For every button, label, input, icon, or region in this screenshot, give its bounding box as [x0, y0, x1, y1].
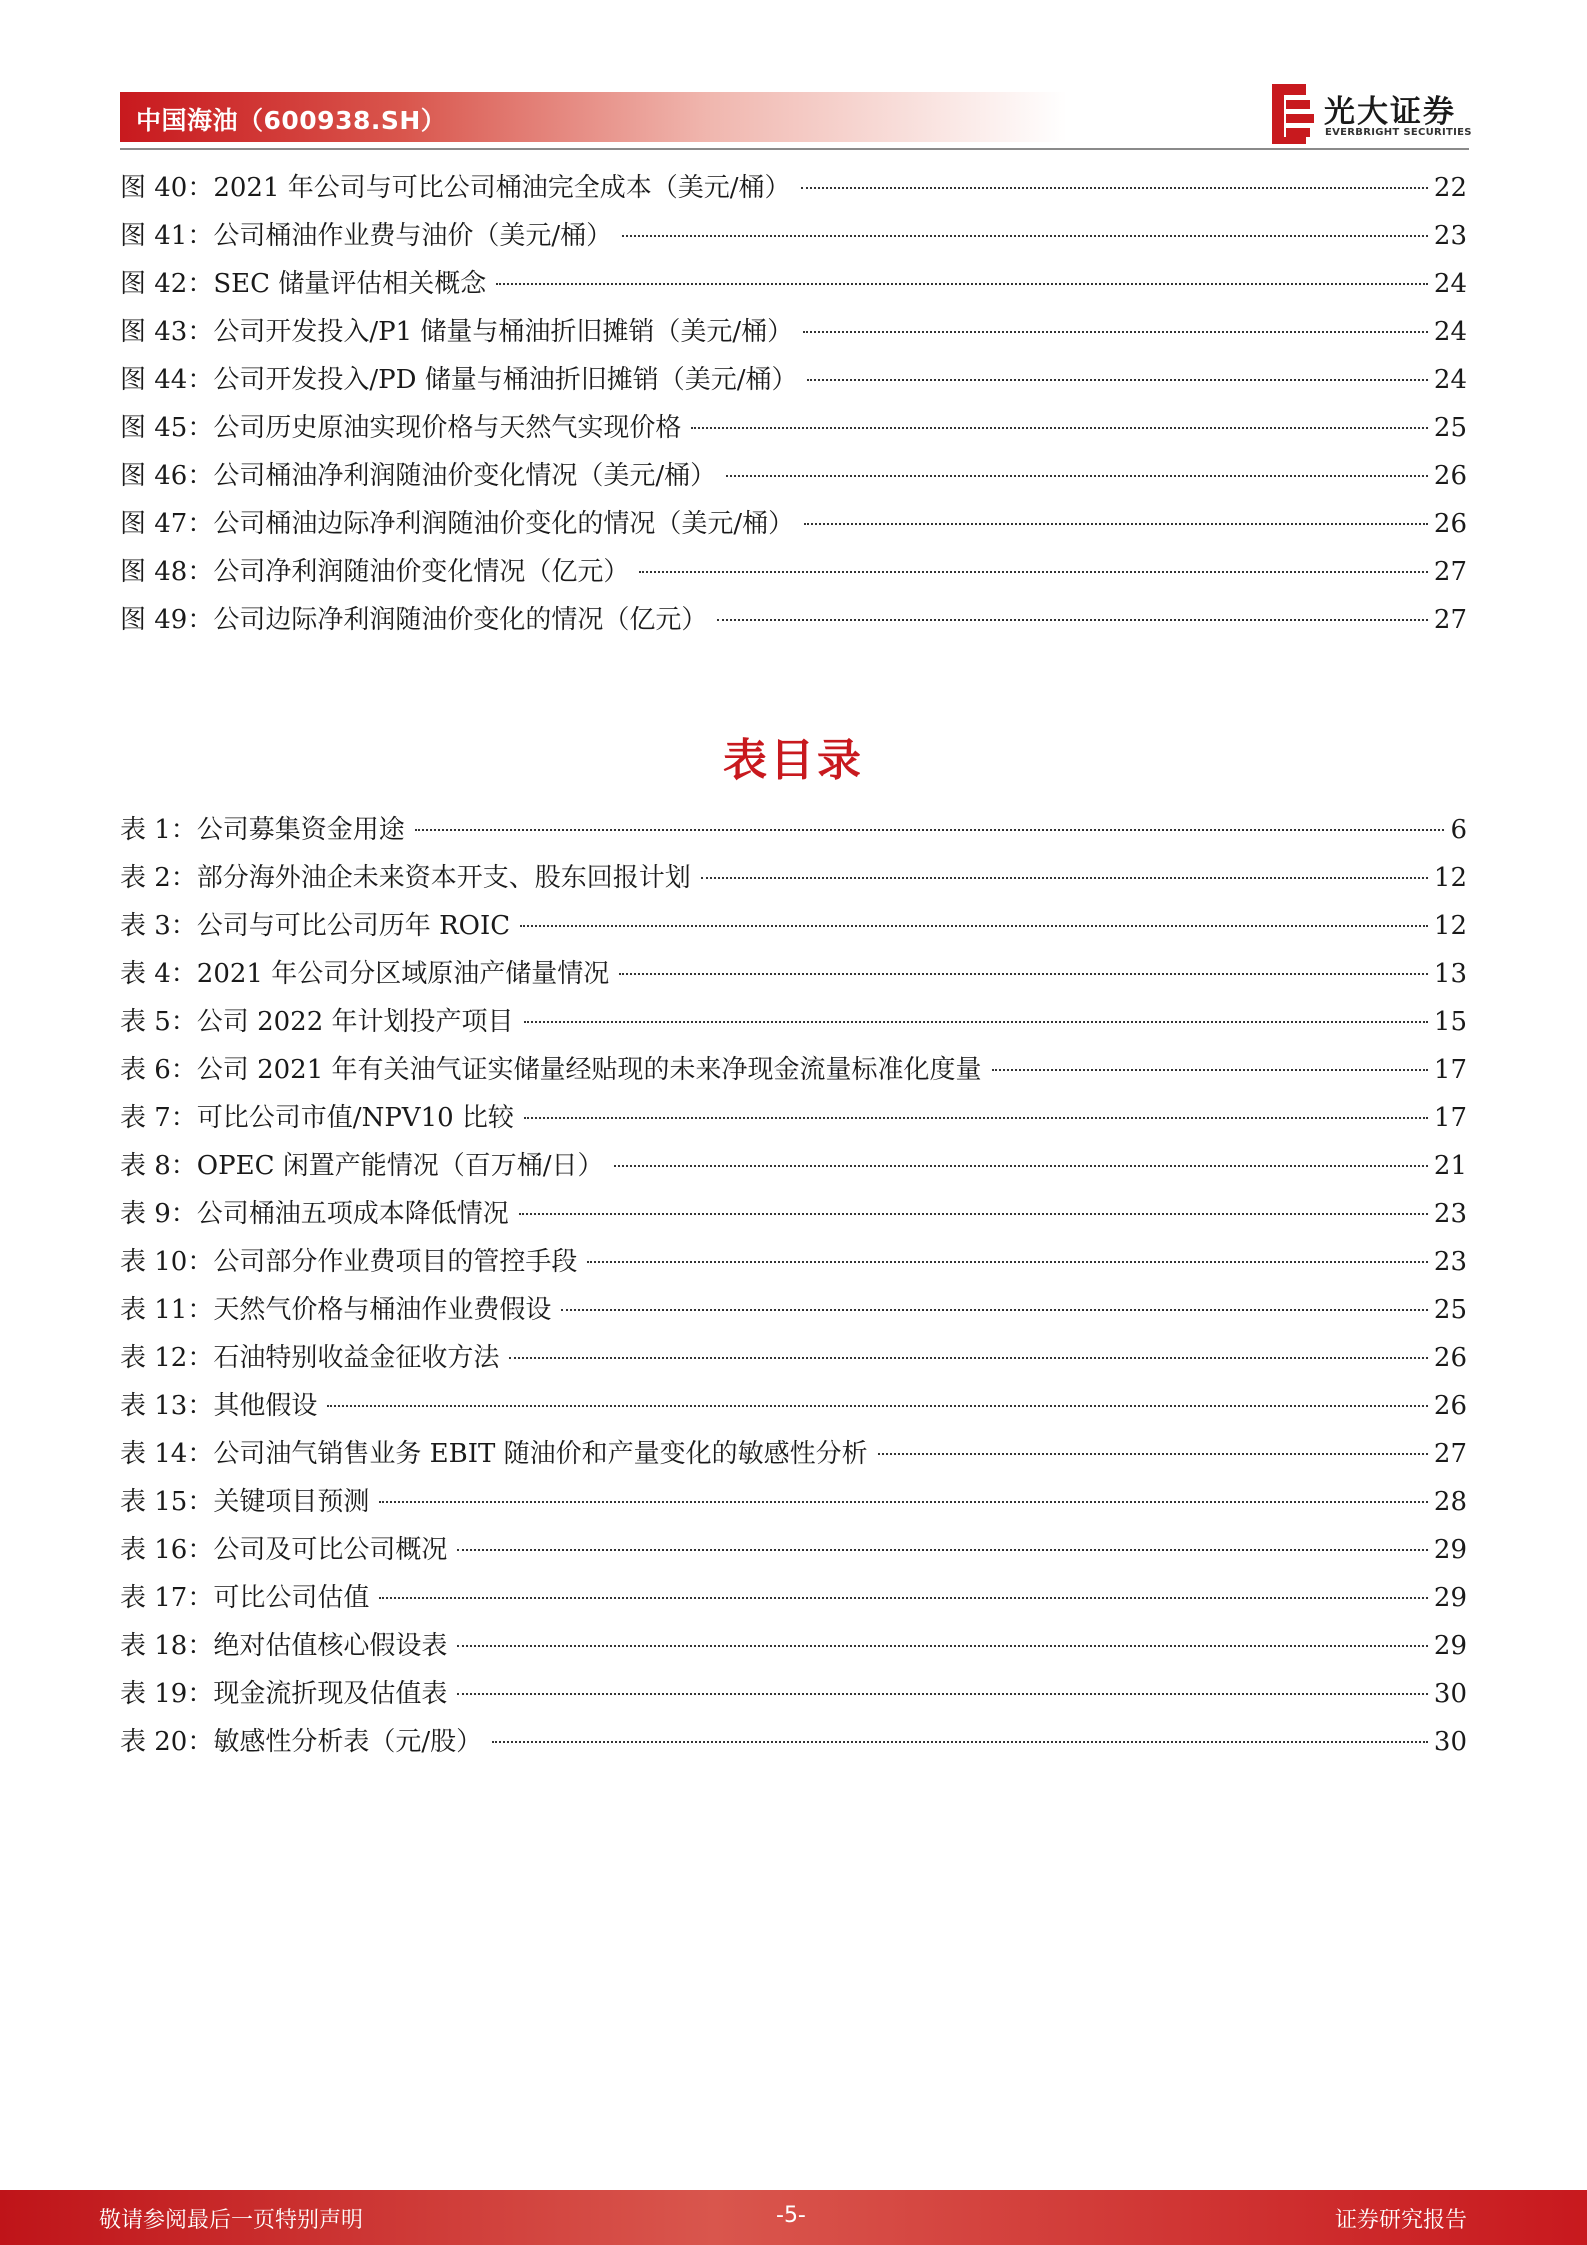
table-entry-label: 表 6：公司 2021 年有关油气证实储量经贴现的未来净现金流量标准化度量	[120, 1055, 982, 1085]
dot-leader	[379, 1501, 1428, 1503]
table-entry-label: 表 3：公司与可比公司历年 ROIC	[120, 911, 511, 941]
figure-entry-page: 25	[1433, 413, 1467, 443]
table-entry[interactable]	[120, 1670, 1467, 1718]
figure-entry-page: 27	[1433, 557, 1467, 587]
table-entry-page: 25	[1433, 1295, 1467, 1325]
table-entry-page: 6	[1450, 815, 1467, 845]
table-entry-label: 表 5：公司 2022 年计划投产项目	[120, 1007, 514, 1037]
figure-entry-page: 24	[1433, 269, 1467, 299]
figure-entry-label: 图 47：公司桶油边际净利润随油价变化的情况（美元/桶）	[120, 509, 795, 539]
table-entry-page: 29	[1433, 1631, 1467, 1661]
table-entry-label: 表 20：敏感性分析表（元/股）	[120, 1727, 483, 1757]
table-entry-page: 29	[1433, 1583, 1467, 1613]
table-entry-label: 表 12：石油特别收益金征收方法	[120, 1343, 500, 1373]
page-number: -5-	[776, 2203, 806, 2228]
table-entry-page: 27	[1433, 1439, 1467, 1469]
dot-leader	[524, 1021, 1428, 1023]
figure-entry-page: 26	[1433, 509, 1467, 539]
table-entry-label: 表 18：绝对估值核心假设表	[120, 1631, 448, 1661]
table-entry-label: 表 13：其他假设	[120, 1391, 318, 1421]
figure-entry[interactable]	[120, 212, 1467, 260]
dot-leader	[524, 1117, 1428, 1119]
table-entry[interactable]	[120, 1142, 1467, 1190]
table-entry-label: 表 4：2021 年公司分区域原油产储量情况	[120, 959, 610, 989]
table-entry-page: 17	[1433, 1055, 1467, 1085]
header-divider	[120, 148, 1469, 150]
table-entry-label: 表 2：部分海外油企未来资本开支、股东回报计划	[120, 863, 691, 893]
dot-leader	[801, 187, 1428, 189]
figure-entry-label: 图 45：公司历史原油实现价格与天然气实现价格	[120, 413, 682, 443]
brand-name-en: EVERBRIGHT SECURITIES	[1325, 127, 1472, 138]
figure-entry-label: 图 48：公司净利润随油价变化情况（亿元）	[120, 557, 630, 587]
table-entry-label: 表 10：公司部分作业费项目的管控手段	[120, 1247, 578, 1277]
table-entry[interactable]	[120, 1718, 1467, 1766]
table-entry-page: 12	[1433, 911, 1467, 941]
figure-entry-label: 图 41：公司桶油作业费与油价（美元/桶）	[120, 221, 613, 251]
dot-leader	[457, 1693, 1428, 1695]
figure-entry-label: 图 46：公司桶油净利润随油价变化情况（美元/桶）	[120, 461, 717, 491]
dot-leader	[878, 1453, 1428, 1455]
dot-leader	[992, 1069, 1428, 1071]
table-entry-page: 21	[1433, 1151, 1467, 1181]
figure-entry-page: 27	[1433, 605, 1467, 635]
table-entry-label: 表 14：公司油气销售业务 EBIT 随油价和产量变化的敏感性分析	[120, 1439, 868, 1469]
dot-leader	[619, 973, 1428, 975]
brand-logo	[1272, 84, 1472, 144]
footer-band	[0, 2190, 1587, 2245]
figure-entry-label: 图 44：公司开发投入/PD 储量与桶油折旧摊销（美元/桶）	[120, 365, 798, 395]
table-entry[interactable]	[120, 806, 1467, 854]
table-entry[interactable]	[120, 854, 1467, 902]
dot-leader	[492, 1741, 1428, 1743]
dot-leader	[519, 1213, 1428, 1215]
figure-entry-page: 23	[1433, 221, 1467, 251]
figure-entry-page: 24	[1433, 365, 1467, 395]
table-entry-page: 29	[1433, 1535, 1467, 1565]
figure-entry[interactable]	[120, 596, 1467, 644]
figure-entry-page: 22	[1433, 173, 1467, 203]
table-entry-page: 23	[1433, 1199, 1467, 1229]
figure-entry[interactable]	[120, 164, 1467, 212]
dot-leader	[457, 1549, 1428, 1551]
table-entry-label: 表 15：关键项目预测	[120, 1487, 370, 1517]
dot-leader	[804, 523, 1428, 525]
table-entry[interactable]	[120, 1526, 1467, 1574]
figure-entry-label: 图 42：SEC 储量评估相关概念	[120, 269, 487, 299]
table-entry-label: 表 11：天然气价格与桶油作业费假设	[120, 1295, 552, 1325]
dot-leader	[639, 571, 1428, 573]
disclaimer-note: 敬请参阅最后一页特别声明	[99, 2208, 364, 2233]
table-entry-page: 30	[1433, 1727, 1467, 1757]
table-entry[interactable]	[120, 1478, 1467, 1526]
dot-leader	[726, 475, 1428, 477]
table-entry[interactable]	[120, 1286, 1467, 1334]
table-entry-label: 表 7：可比公司市值/NPV10 比较	[120, 1103, 514, 1133]
table-entry[interactable]	[120, 1430, 1467, 1478]
table-entry[interactable]	[120, 1334, 1467, 1382]
dot-leader	[457, 1645, 1428, 1647]
figure-entry[interactable]	[120, 548, 1467, 596]
table-entry-page: 28	[1433, 1487, 1467, 1517]
figure-entry-label: 图 40：2021 年公司与可比公司桶油完全成本（美元/桶）	[120, 173, 791, 203]
table-entry-page: 26	[1433, 1343, 1467, 1373]
everbright-logo-icon	[1272, 84, 1314, 144]
figure-list	[120, 164, 1467, 644]
dot-leader	[379, 1597, 1428, 1599]
figure-entry[interactable]	[120, 308, 1467, 356]
table-entry-page: 26	[1433, 1391, 1467, 1421]
dot-leader	[520, 925, 1428, 927]
dot-leader	[415, 829, 1445, 831]
table-entry-page: 12	[1433, 863, 1467, 893]
table-entry[interactable]	[120, 1046, 1467, 1094]
dot-leader	[807, 379, 1427, 381]
figure-entry[interactable]	[120, 404, 1467, 452]
table-entry-label: 表 9：公司桶油五项成本降低情况	[120, 1199, 509, 1229]
table-entry-page: 30	[1433, 1679, 1467, 1709]
table-entry-page: 17	[1433, 1103, 1467, 1133]
figure-entry[interactable]	[120, 452, 1467, 500]
table-entry-label: 表 8：OPEC 闲置产能情况（百万桶/日）	[120, 1151, 604, 1181]
dot-leader	[509, 1357, 1428, 1359]
report-title: 中国海油（600938.SH）	[136, 106, 447, 135]
dot-leader	[561, 1309, 1428, 1311]
header-band	[120, 92, 1067, 142]
table-entry[interactable]	[120, 902, 1467, 950]
dot-leader	[803, 331, 1428, 333]
dot-leader	[327, 1405, 1428, 1407]
table-list	[120, 806, 1467, 1766]
table-entry[interactable]	[120, 950, 1467, 998]
dot-leader	[717, 619, 1428, 621]
table-entry-label: 表 1：公司募集资金用途	[120, 815, 405, 845]
table-entry-label: 表 16：公司及可比公司概况	[120, 1535, 448, 1565]
figure-entry[interactable]	[120, 356, 1467, 404]
figure-entry-label: 图 49：公司边际净利润随油价变化的情况（亿元）	[120, 605, 708, 635]
table-entry[interactable]	[120, 1238, 1467, 1286]
dot-leader	[701, 877, 1428, 879]
dot-leader	[587, 1261, 1428, 1263]
dot-leader	[622, 235, 1428, 237]
table-entry[interactable]	[120, 1190, 1467, 1238]
dot-leader	[691, 427, 1428, 429]
dot-leader	[614, 1165, 1428, 1167]
table-entry[interactable]	[120, 1574, 1467, 1622]
figure-entry-page: 26	[1433, 461, 1467, 491]
table-entry[interactable]	[120, 998, 1467, 1046]
table-entry-label: 表 17：可比公司估值	[120, 1583, 370, 1613]
brand-name-cn: 光大证券	[1324, 94, 1456, 130]
figure-entry[interactable]	[120, 260, 1467, 308]
table-entry-page: 23	[1433, 1247, 1467, 1277]
table-entry-page: 15	[1433, 1007, 1467, 1037]
tables-section-title: 表目录	[723, 735, 864, 786]
report-type: 证券研究报告	[1335, 2208, 1468, 2233]
dot-leader	[496, 283, 1428, 285]
figure-entry-label: 图 43：公司开发投入/P1 储量与桶油折旧摊销（美元/桶）	[120, 317, 794, 347]
table-entry-page: 13	[1433, 959, 1467, 989]
figure-entry-page: 24	[1433, 317, 1467, 347]
table-entry[interactable]	[120, 1094, 1467, 1142]
table-entry-label: 表 19：现金流折现及估值表	[120, 1679, 448, 1709]
figure-entry[interactable]	[120, 500, 1467, 548]
table-entry[interactable]	[120, 1622, 1467, 1670]
table-entry[interactable]	[120, 1382, 1467, 1430]
